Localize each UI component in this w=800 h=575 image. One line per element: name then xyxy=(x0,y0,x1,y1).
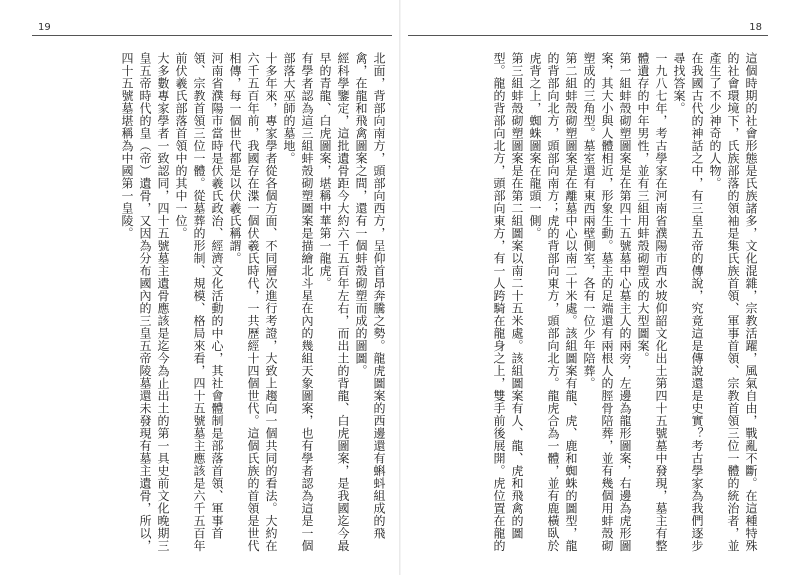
paragraph: 第二組蚌殼砌塑圖案是在離墓中心以南二十米處。該組圖案有龍、虎、鹿和蜘蛛的圖型，龍的背部向北方，頭部向南方；虎的背部向東方，頭部向北方。龍虎合為一體，並有鹿橫臥於虎背之上，蜘蛛圖案在龍頭一側。 xyxy=(528,52,578,552)
body-text xyxy=(414,52,760,562)
paragraph: 大多數專家學者一致認同，四十五號墓主遺骨應該是迄今為止出土的第一具史前文化晚期三皇五帝時代的皇（帝）遺骨，又因為分布國內的三皇五帝陵墓還未發現有墓主遺骨，所以，四十五號墓堪稱為中國第一皇陵。 xyxy=(120,52,170,552)
paragraph: 有學者認為這三組蚌殼砌塑圖案是描繪北斗星在內的幾組天象圖案，也有學者認為這是一個部落大巫師的墓地。 xyxy=(282,52,314,552)
paragraph: 經科學鑒定，這批遺骨距今大約六千五百年左右，而出土的背龍、白虎圖案，是我國迄今最早的青龍、白虎圖案，堪稱中華第一龍虎。 xyxy=(318,52,350,552)
paragraph: 第三組蚌殼砌塑圖案是在第二組圖案以南二十五米處。該組圖案有人、龍、虎和飛禽的圖型。龍的背部向北方，頭部向東方，有一人跨騎在龍身之上，雙手前後展開。虎位置在龍的 xyxy=(492,52,524,552)
page-number: 18 xyxy=(749,22,762,33)
header-rule xyxy=(32,35,392,36)
paragraph: 十多年來，專家學者從各個方面、不同層次進行考證，大致上趨向一個共同的看法。大約在六千五百年前，我國存在渫一個伏羲氏時代，一共歷經十四個世代。這個氏族的首領是世代相傳，每一個世代都是以伏羲氏稱謂。 xyxy=(228,52,278,552)
paragraph: 第一組蚌殼砌塑圖案是在第四十五號墓中心墓主人的兩旁，左邊為龍形圖案，右邊為虎形圖案，其大小與人體相近，形象生動。墓主的足端還有兩根人的脛骨陪葬，並有幾個用蚌殼砌塑成的三角型。墓室還有東西兩壁側室，各有一位少年陪葬。 xyxy=(582,52,632,552)
right-page xyxy=(400,0,800,575)
body-text xyxy=(40,52,388,562)
page-number: 19 xyxy=(38,22,51,33)
header-rule xyxy=(408,35,768,36)
paragraph: 在我國古代的神話之中，有三皇五帝的傳說，究竟這是傳說還是史實？考古學家為我們逐步尋找答案。 xyxy=(672,52,704,552)
paragraph: 北面，背部向南方，頭部向西方，呈仰首昂奔騰之勢。龍虎圖案的西邊還有蝌蚪組成的飛禽，在龍和飛禽圖案之間，還有一個蚌殼砌塑而成的圖圖。 xyxy=(354,52,386,540)
paragraph: 一九八七年，考古學家在河南省濮陽市西水坡仰韶文化出土第四十五號墓中發現，墓主有整體遺存的中年男性，並有三組用蚌殼砌塑成的大型圖案。 xyxy=(636,52,668,552)
paragraph: 這個時期的社會形態是氏族諸多，文化混雜，宗教活躍，風氣自由，戰亂不斷。在這種特殊的社會環境下，氏族部落的領袖是集氏族首領、軍事首領、宗教首領三位一體的統治者，並產生了不少神奇的人物。 xyxy=(708,52,758,552)
paragraph: 河南省濮陽市當時是伏羲氏政治、經濟文化活動的中心，其社會體制是部落首領、軍事首領、宗教首領三位一體。從墓葬的形制、規模、格局來看，四十五號墓主應該是六千五百年前伏羲氏部落首領中的其中一位。 xyxy=(174,52,224,552)
